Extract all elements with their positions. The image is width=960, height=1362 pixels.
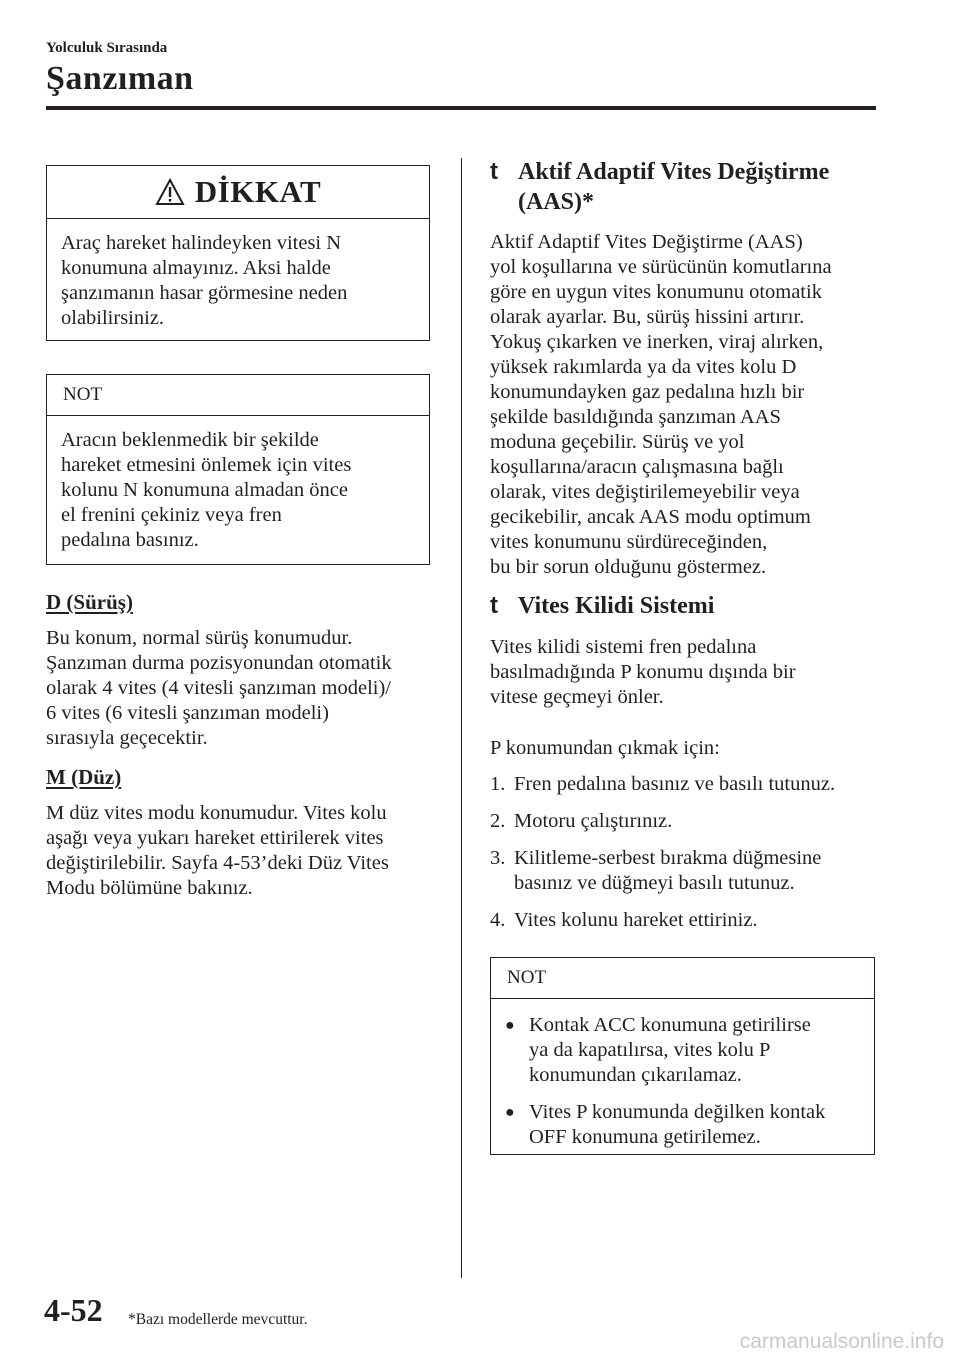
text-line: Vites P konumunda değilken kontak: [529, 1101, 826, 1123]
text-line: kolunu N konumuna almadan önce: [61, 479, 348, 501]
list-item: [490, 846, 885, 896]
warning-title: DİKKAT: [194, 174, 322, 209]
aas-heading-line: (AAS)*: [518, 189, 594, 215]
step-text: Motoru çalıştırınız.: [514, 810, 673, 832]
step-number: 2.: [490, 810, 506, 832]
text-line: göre en uygun vites konumunu otomatik: [490, 281, 822, 303]
note-box: [46, 374, 430, 565]
note-header: NOT: [47, 375, 429, 416]
column-divider: [461, 158, 462, 1278]
text-line: şekilde basıldığında şanzıman AAS: [490, 406, 781, 428]
text-line: hareket etmesini önlemek için vites: [61, 454, 352, 476]
text-line: moduna geçebilir. Sürüş ve yol: [490, 431, 745, 453]
aas-heading: [490, 157, 880, 217]
footnote: *Bazı modellerde mevcuttur.: [128, 1311, 308, 1328]
list-item: [505, 1013, 864, 1088]
bullet-text: [529, 1013, 811, 1088]
list-item: [490, 809, 885, 834]
section-marker-icon: t: [490, 158, 498, 185]
step-number: 4.: [490, 909, 506, 931]
text-line: Araç hareket halindeyken vitesi N: [61, 232, 342, 254]
list-item: [490, 908, 885, 933]
aas-heading-line: Aktif Adaptif Vites Değiştirme: [518, 159, 830, 185]
note-bullets: [491, 999, 874, 1150]
text-line: olarak 4 vites (4 vitesli şanzıman modeli)/: [46, 677, 391, 699]
section-label: Yolculuk Sırasında: [46, 40, 168, 56]
warning-header: [47, 166, 429, 219]
text-line: olarak ayarlar. Bu, sürüş hissini artırır.: [490, 306, 805, 328]
text-line: bu bir sorun olduğunu göstermez.: [490, 556, 767, 578]
text-line: koşullarına/aracın çalışmasına bağlı: [490, 456, 784, 478]
text-line: OFF konumuna getirilemez.: [529, 1126, 761, 1148]
warning-triangle-icon: [155, 178, 185, 206]
step-text: [514, 846, 821, 896]
bullet-text: [529, 1100, 825, 1150]
text-line: Aracın beklenmedik bir şekilde: [61, 429, 319, 451]
text-line: Kilitleme-serbest bırakma düğmesine: [514, 847, 822, 869]
step-number: 1.: [490, 773, 506, 795]
steps-list: [490, 772, 885, 933]
list-item: [505, 1100, 864, 1150]
section-marker-icon: t: [490, 592, 498, 619]
page-title: Şanzıman: [46, 60, 194, 97]
lock-heading: [490, 591, 880, 621]
text-line: basınız ve düğmeyi basılı tutunuz.: [514, 872, 795, 894]
drive-paragraph: [46, 626, 456, 751]
text-line: Bu konum, normal sürüş konumudur.: [46, 627, 353, 649]
text-line: konumuna almayınız. Aksi halde: [61, 257, 331, 279]
drive-heading: D (Sürüş): [46, 590, 133, 614]
aas-paragraph: [490, 230, 880, 580]
text-line: gecikebilir, ancak AAS modu optimum: [490, 506, 811, 528]
text-line: olabilirsiniz.: [61, 307, 165, 329]
text-line: M düz vites modu konumudur. Vites kolu: [46, 802, 387, 824]
text-line: sırasıyla geçecektir.: [46, 727, 208, 749]
step-text: Vites kolunu hareket ettiriniz.: [514, 909, 758, 931]
text-line: el frenini çekiniz veya fren: [61, 504, 282, 526]
text-line: 6 vites (6 vitesli şanzıman modeli): [46, 702, 329, 724]
manual-paragraph: [46, 801, 456, 901]
text-line: yol koşullarına ve sürücünün komutlarına: [490, 256, 832, 278]
step-text: Fren pedalına basınız ve basılı tutunuz.: [514, 773, 836, 795]
note-header: NOT: [491, 958, 874, 999]
text-line: Yokuş çıkarken ve inerken, viraj alırken,: [490, 331, 824, 353]
text-line: pedalına basınız.: [61, 529, 199, 551]
list-item: [490, 772, 885, 797]
note-box-right: [490, 957, 875, 1155]
text-line: olarak, vites değiştirilemeyebilir veya: [490, 481, 800, 503]
warning-text: [47, 219, 429, 331]
text-line: Şanzıman durma pozisyonundan otomatik: [46, 652, 392, 674]
lock-heading-text: Vites Kilidi Sistemi: [518, 593, 715, 619]
text-line: konumundayken gaz pedalına hızlı bir: [490, 381, 805, 403]
text-line: aşağı veya yukarı hareket ettirilerek vites: [46, 827, 384, 849]
bullet-icon: ●: [505, 1017, 515, 1034]
warning-box: [46, 165, 430, 341]
text-line: Aktif Adaptif Vites Değiştirme (AAS): [490, 231, 803, 253]
text-line: ya da kapatılırsa, vites kolu P: [529, 1039, 771, 1061]
text-line: yüksek rakımlarda ya da vites kolu D: [490, 356, 797, 378]
lock-intro: P konumundan çıkmak için:: [490, 737, 720, 759]
text-line: şanzımanın hasar görmesine neden: [61, 282, 348, 304]
manual-heading: M (Düz): [46, 765, 122, 789]
text-line: vitese geçmeyi önler.: [490, 686, 664, 708]
watermark: carmanualsonline.info: [739, 1330, 944, 1353]
text-line: vites konumunu sürdüreceğinden,: [490, 531, 768, 553]
text-line: Kontak ACC konumuna getirilirse: [529, 1014, 811, 1036]
step-number: 3.: [490, 847, 506, 869]
bullet-icon: ●: [505, 1104, 515, 1121]
page-number: 4-52: [44, 1292, 103, 1328]
text-line: konumundan çıkarılamaz.: [529, 1064, 742, 1086]
lock-paragraph: [490, 635, 880, 710]
title-rule: [46, 106, 876, 110]
text-line: değiştirilebilir. Sayfa 4-53’deki Düz Vites: [46, 852, 389, 874]
text-line: basılmadığında P konumu dışında bir: [490, 661, 796, 683]
note-text: [47, 416, 429, 553]
text-line: Vites kilidi sistemi fren pedalına: [490, 636, 757, 658]
text-line: Modu bölümüne bakınız.: [46, 877, 253, 899]
